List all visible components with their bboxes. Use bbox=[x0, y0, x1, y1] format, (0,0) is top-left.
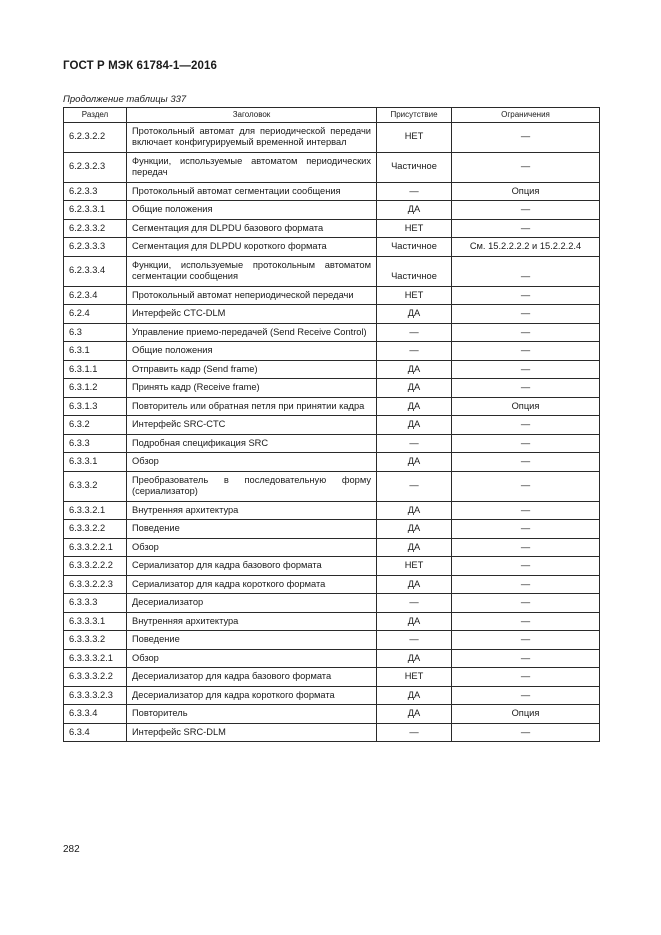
title-cell: Управление приемо-передачей (Send Receive Control) bbox=[127, 323, 377, 342]
limits-cell: — bbox=[452, 594, 600, 613]
presence-cell: ДА bbox=[377, 612, 452, 631]
table-row bbox=[64, 122, 600, 152]
table-row bbox=[64, 201, 600, 220]
table-row bbox=[64, 649, 600, 668]
presence-cell: — bbox=[377, 631, 452, 650]
table-row bbox=[64, 594, 600, 613]
section-cell: 6.3.1 bbox=[64, 342, 127, 361]
table-row bbox=[64, 631, 600, 650]
limits-cell: — bbox=[452, 286, 600, 305]
title-cell: Обзор bbox=[127, 453, 377, 472]
title-cell: Протокольный автомат сегментации сообщения bbox=[127, 182, 377, 201]
table-row bbox=[64, 219, 600, 238]
section-cell: 6.3.3.3 bbox=[64, 594, 127, 613]
limits-cell: Опция bbox=[452, 705, 600, 724]
table-row bbox=[64, 557, 600, 576]
section-cell: 6.3 bbox=[64, 323, 127, 342]
section-cell: 6.2.3.3 bbox=[64, 182, 127, 201]
presence-cell: — bbox=[377, 182, 452, 201]
table-row bbox=[64, 360, 600, 379]
presence-cell: НЕТ bbox=[377, 219, 452, 238]
table-row bbox=[64, 379, 600, 398]
limits-cell: — bbox=[452, 501, 600, 520]
presence-cell: Частичное bbox=[377, 256, 452, 286]
table-row bbox=[64, 323, 600, 342]
presence-cell: Частичное bbox=[377, 152, 452, 182]
limits-cell: — bbox=[452, 557, 600, 576]
section-cell: 6.2.3.3.3 bbox=[64, 238, 127, 257]
section-cell: 6.3.3 bbox=[64, 434, 127, 453]
section-cell: 6.3.3.3.1 bbox=[64, 612, 127, 631]
presence-cell: НЕТ bbox=[377, 286, 452, 305]
section-cell: 6.2.3.4 bbox=[64, 286, 127, 305]
table-row bbox=[64, 686, 600, 705]
column-header-presence: Присутствие bbox=[377, 108, 452, 123]
table-caption: Продолжение таблицы 337 bbox=[63, 94, 187, 105]
presence-cell: ДА bbox=[377, 416, 452, 435]
title-cell: Интерфейс CTC-DLM bbox=[127, 305, 377, 324]
section-cell: 6.3.3.3.2.1 bbox=[64, 649, 127, 668]
title-cell: Десериализатор для кадра короткого формата bbox=[127, 686, 377, 705]
presence-cell: ДА bbox=[377, 501, 452, 520]
section-cell: 6.3.3.3.2.3 bbox=[64, 686, 127, 705]
page-number: 282 bbox=[63, 844, 80, 855]
presence-cell: ДА bbox=[377, 575, 452, 594]
column-header-title: Заголовок bbox=[127, 108, 377, 123]
section-cell: 6.2.3.2.3 bbox=[64, 152, 127, 182]
table-row bbox=[64, 305, 600, 324]
title-cell: Обзор bbox=[127, 649, 377, 668]
limits-cell: — bbox=[452, 453, 600, 472]
table-row bbox=[64, 256, 600, 286]
limits-cell: — bbox=[452, 471, 600, 501]
section-cell: 6.2.3.3.4 bbox=[64, 256, 127, 286]
section-cell: 6.3.3.2.2.2 bbox=[64, 557, 127, 576]
title-cell: Сегментация для DLPDU базового формата bbox=[127, 219, 377, 238]
limits-cell: — bbox=[452, 416, 600, 435]
table-row bbox=[64, 182, 600, 201]
section-cell: 6.3.2 bbox=[64, 416, 127, 435]
title-cell: Протокольный автомат непериодической передачи bbox=[127, 286, 377, 305]
limits-cell: — bbox=[452, 152, 600, 182]
section-cell: 6.3.3.1 bbox=[64, 453, 127, 472]
presence-cell: — bbox=[377, 342, 452, 361]
title-cell: Общие положения bbox=[127, 201, 377, 220]
limits-cell: — bbox=[452, 434, 600, 453]
table-row bbox=[64, 612, 600, 631]
limits-cell: — bbox=[452, 538, 600, 557]
limits-cell: — bbox=[452, 686, 600, 705]
title-cell: Поведение bbox=[127, 631, 377, 650]
table-row bbox=[64, 471, 600, 501]
limits-cell: — bbox=[452, 520, 600, 539]
section-cell: 6.3.1.1 bbox=[64, 360, 127, 379]
title-cell: Сериализатор для кадра базового формата bbox=[127, 557, 377, 576]
title-cell: Обзор bbox=[127, 538, 377, 557]
document-header: ГОСТ Р МЭК 61784-1—2016 bbox=[63, 60, 217, 72]
table-header-row bbox=[64, 108, 600, 123]
presence-cell: Частичное bbox=[377, 238, 452, 257]
section-cell: 6.2.3.3.1 bbox=[64, 201, 127, 220]
limits-cell: — bbox=[452, 360, 600, 379]
presence-cell: — bbox=[377, 723, 452, 742]
presence-cell: ДА bbox=[377, 649, 452, 668]
presence-cell: ДА bbox=[377, 305, 452, 324]
limits-cell: — bbox=[452, 575, 600, 594]
limits-cell: — bbox=[452, 201, 600, 220]
title-cell: Десериализатор для кадра базового формата bbox=[127, 668, 377, 687]
title-cell: Повторитель bbox=[127, 705, 377, 724]
table-row bbox=[64, 152, 600, 182]
presence-cell: ДА bbox=[377, 453, 452, 472]
table-row bbox=[64, 723, 600, 742]
presence-cell: ДА bbox=[377, 201, 452, 220]
section-cell: 6.2.4 bbox=[64, 305, 127, 324]
presence-cell: ДА bbox=[377, 360, 452, 379]
table-row bbox=[64, 397, 600, 416]
limits-cell: — bbox=[452, 342, 600, 361]
title-cell: Внутренняя архитектура bbox=[127, 501, 377, 520]
presence-cell: ДА bbox=[377, 705, 452, 724]
title-cell: Принять кадр (Receive frame) bbox=[127, 379, 377, 398]
presence-cell: ДА bbox=[377, 397, 452, 416]
limits-cell: — bbox=[452, 379, 600, 398]
table-row bbox=[64, 520, 600, 539]
limits-cell: Опция bbox=[452, 397, 600, 416]
column-header-limits: Ограничения bbox=[452, 108, 600, 123]
section-cell: 6.3.3.2.1 bbox=[64, 501, 127, 520]
title-cell: Повторитель или обратная петля при принятии кадра bbox=[127, 397, 377, 416]
table-row bbox=[64, 668, 600, 687]
table-row bbox=[64, 501, 600, 520]
table-row bbox=[64, 434, 600, 453]
presence-cell: ДА bbox=[377, 520, 452, 539]
table-row bbox=[64, 453, 600, 472]
presence-cell: НЕТ bbox=[377, 668, 452, 687]
section-cell: 6.3.3.2.2.1 bbox=[64, 538, 127, 557]
presence-cell: — bbox=[377, 594, 452, 613]
presence-cell: ДА bbox=[377, 538, 452, 557]
title-cell: Десериализатор bbox=[127, 594, 377, 613]
section-cell: 6.3.3.4 bbox=[64, 705, 127, 724]
title-cell: Подробная спецификация SRC bbox=[127, 434, 377, 453]
table-body bbox=[64, 122, 600, 742]
limits-cell: — bbox=[452, 219, 600, 238]
limits-cell: — bbox=[452, 612, 600, 631]
presence-cell: — bbox=[377, 471, 452, 501]
table-row bbox=[64, 238, 600, 257]
section-cell: 6.3.3.2 bbox=[64, 471, 127, 501]
table-row bbox=[64, 705, 600, 724]
title-cell: Отправить кадр (Send frame) bbox=[127, 360, 377, 379]
column-header-section: Раздел bbox=[64, 108, 127, 123]
presence-cell: — bbox=[377, 434, 452, 453]
presence-cell: — bbox=[377, 323, 452, 342]
limits-cell: — bbox=[452, 668, 600, 687]
section-cell: 6.3.3.3.2 bbox=[64, 631, 127, 650]
title-cell: Сегментация для DLPDU короткого формата bbox=[127, 238, 377, 257]
presence-cell: НЕТ bbox=[377, 557, 452, 576]
limits-cell: — bbox=[452, 649, 600, 668]
title-cell: Интерфейс SRC-CTC bbox=[127, 416, 377, 435]
section-cell: 6.3.1.2 bbox=[64, 379, 127, 398]
section-cell: 6.3.4 bbox=[64, 723, 127, 742]
limits-cell: См. 15.2.2.2.2 и 15.2.2.2.4 bbox=[452, 238, 600, 257]
conformance-table bbox=[63, 107, 600, 742]
table-row bbox=[64, 575, 600, 594]
section-cell: 6.2.3.3.2 bbox=[64, 219, 127, 238]
title-cell: Общие положения bbox=[127, 342, 377, 361]
limits-cell: — bbox=[452, 723, 600, 742]
presence-cell: ДА bbox=[377, 686, 452, 705]
table-row bbox=[64, 342, 600, 361]
title-cell: Сериализатор для кадра короткого формата bbox=[127, 575, 377, 594]
limits-cell: Опция bbox=[452, 182, 600, 201]
title-cell: Интерфейс SRC-DLM bbox=[127, 723, 377, 742]
title-cell: Внутренняя архитектура bbox=[127, 612, 377, 631]
presence-cell: ДА bbox=[377, 379, 452, 398]
section-cell: 6.3.1.3 bbox=[64, 397, 127, 416]
limits-cell: — bbox=[452, 122, 600, 152]
section-cell: 6.2.3.2.2 bbox=[64, 122, 127, 152]
limits-cell: — bbox=[452, 323, 600, 342]
section-cell: 6.3.3.3.2.2 bbox=[64, 668, 127, 687]
title-cell: Преобразователь в последовательную форму (сериализатор) bbox=[127, 471, 377, 501]
section-cell: 6.3.3.2.2 bbox=[64, 520, 127, 539]
table-row bbox=[64, 416, 600, 435]
title-cell: Протокольный автомат для периодической передачи включает конфигурируемый временной интервал bbox=[127, 122, 377, 152]
limits-cell: — bbox=[452, 305, 600, 324]
presence-cell: НЕТ bbox=[377, 122, 452, 152]
title-cell: Функции, используемые автоматом периодических передач bbox=[127, 152, 377, 182]
table-row bbox=[64, 286, 600, 305]
limits-cell: — bbox=[452, 631, 600, 650]
title-cell: Функции, используемые протокольным автоматом сегментации сообщения bbox=[127, 256, 377, 286]
section-cell: 6.3.3.2.2.3 bbox=[64, 575, 127, 594]
table-row bbox=[64, 538, 600, 557]
title-cell: Поведение bbox=[127, 520, 377, 539]
limits-cell: — bbox=[452, 256, 600, 286]
